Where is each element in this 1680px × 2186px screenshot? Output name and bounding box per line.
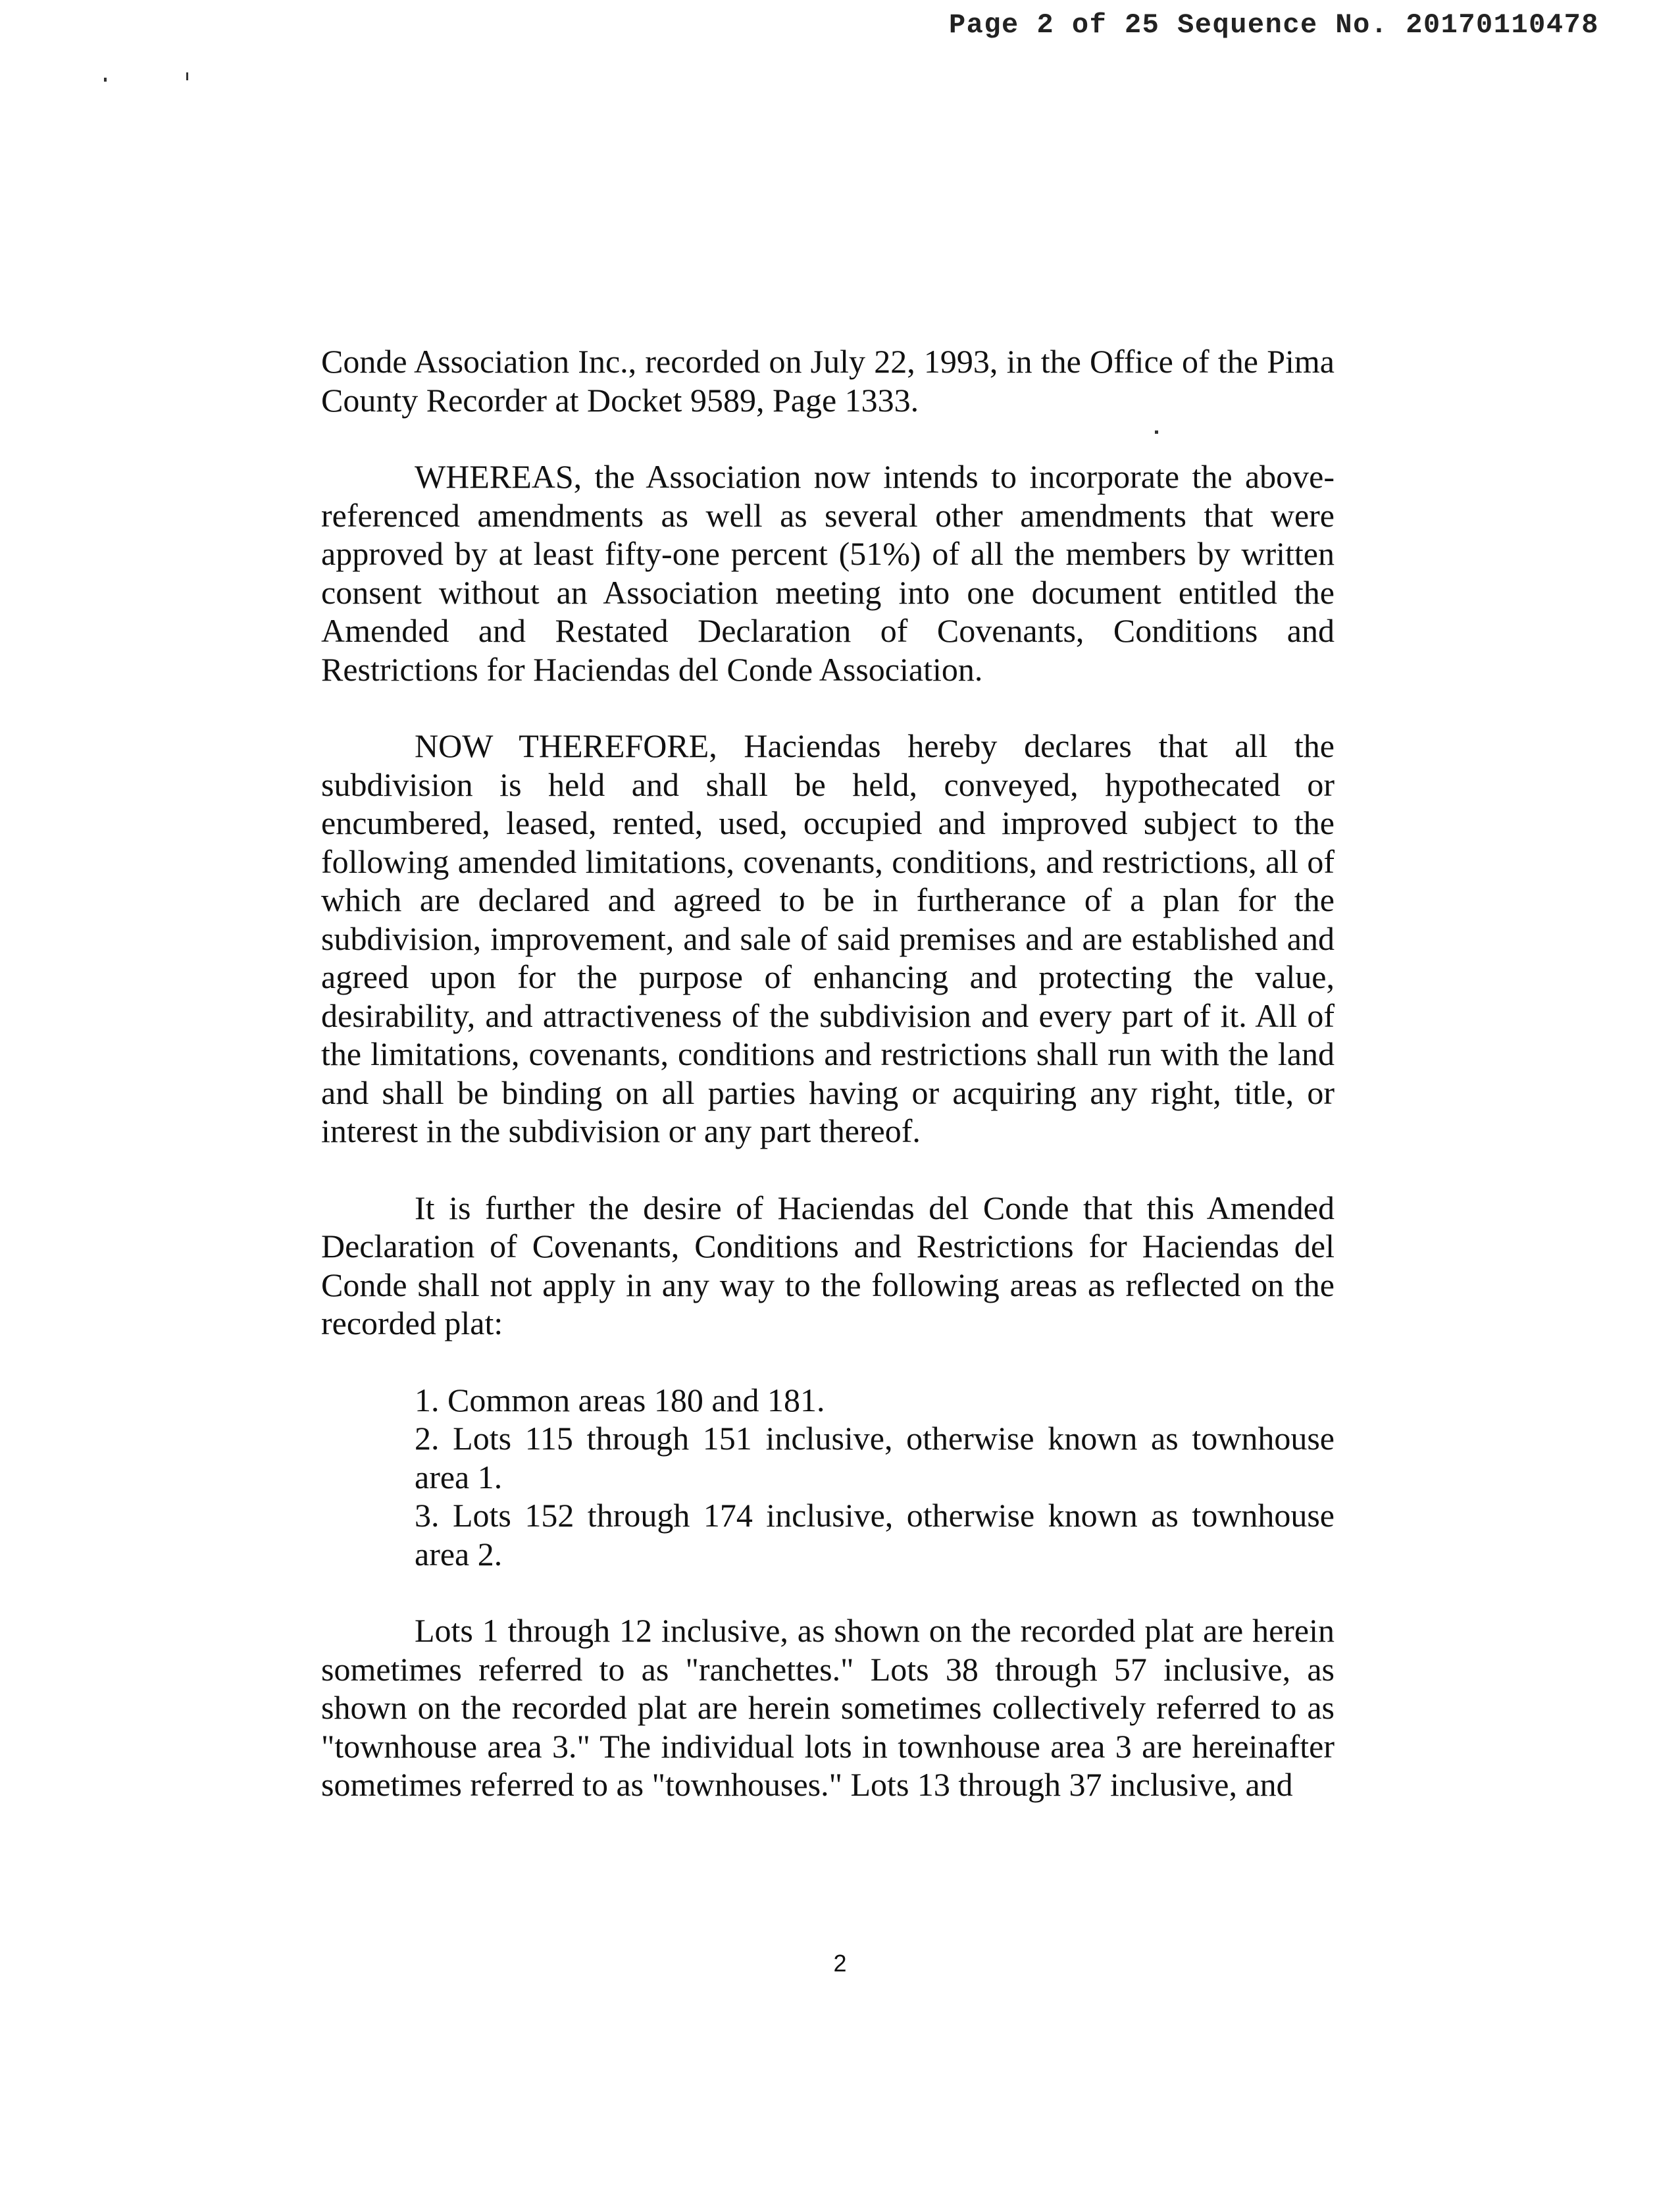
recording-stamp: Page 2 of 25 Sequence No. 20170110478 [948, 9, 1599, 41]
list-item: 2. Lots 115 through 151 inclusive, otherwise known as townhouse area 1. [415, 1420, 1335, 1496]
paragraph-further-desire: It is further the desire of Haciendas del Conde that this Amended Declaration of Covenants, Conditions and Restrictions for Haciendas del Conde shall not apply in any way to the following areas as reflected on the recorded plat: [321, 1189, 1335, 1341]
scan-speck [104, 78, 107, 82]
document-body [321, 342, 1335, 1842]
paragraph-continuation: Conde Association Inc., recorded on July 22, 1993, in the Office of the Pima County Recorder at Docket 9589, Page 1333. [321, 343, 1335, 419]
paragraph-whereas: WHEREAS, the Association now intends to incorporate the above-referenced amendments as well as several other amendments that were approved by at least fifty-one percent (51%) of all the members by written consent without an Association meeting into one document entitled the Amended and Restated Declaration of Covenants, Conditions and Restrictions for Haciendas del Conde Association. [321, 458, 1335, 688]
excluded-areas-list [415, 1381, 1335, 1574]
paragraph-lot-definitions: Lots 1 through 12 inclusive, as shown on the recorded plat are herein sometimes referred to as "ranchettes." Lots 38 through 57 inclusive, as shown on the recorded plat are herein sometimes collectively referred to as "townhouse area 3." The individual lots in townhouse area 3 are hereinafter sometimes referred to as "townhouses." Lots 13 through 37 inclusive, and [321, 1612, 1335, 1803]
list-item: 3. Lots 152 through 174 inclusive, otherwise known as townhouse area 2. [415, 1497, 1335, 1573]
paragraph-now-therefore: NOW THEREFORE, Haciendas hereby declares that all the subdivision is held and shall be held, conveyed, hypothecated or encumbered, leased, rented, used, occupied and improved subject to the following amended limitations, covenants, conditions, and restrictions, all of which are declared and agreed to be in furtherance of a plan for the subdivision, improvement, and sale of said premises and are established and agreed upon for the purpose of enhancing and protecting the value, desirability, and attractiveness of the subdivision and every part of it. All of the limitations, covenants, conditions and restrictions shall run with the land and shall be binding on all parties having or acquiring any right, title, or interest in the subdivision or any part thereof. [321, 727, 1335, 1149]
list-item: 1. Common areas 180 and 181. [415, 1381, 825, 1418]
page-number: 2 [833, 1950, 847, 1977]
scan-speck [186, 72, 188, 80]
